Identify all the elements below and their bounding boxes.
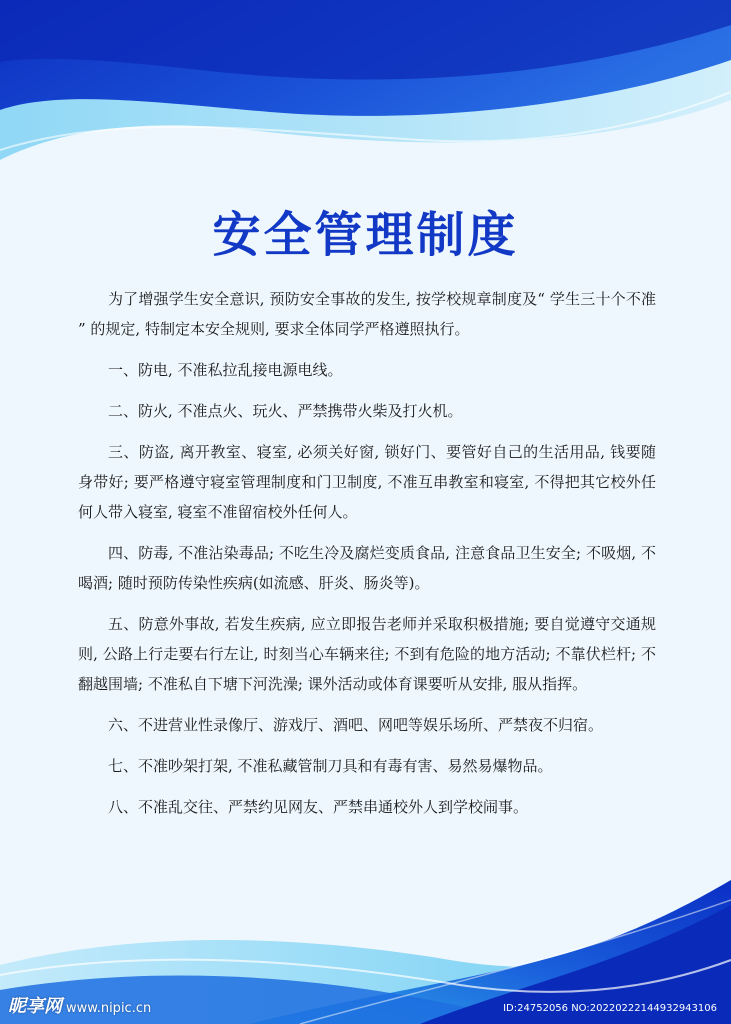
- watermark-logo-text: 昵享网: [8, 996, 62, 1017]
- intro-paragraph: 为了增强学生安全意识, 预防安全事故的发生, 按学校规章制度及“ 学生三十个不准 ” 的规定, 特制定本安全规则, 要求全体同学严格遵照执行。: [78, 290, 656, 338]
- rule-2: 二、防火, 不准点火、玩火、严禁携带火柴及打火机。: [108, 402, 463, 420]
- rule-8: 八、不准乱交往、严禁约见网友、严禁串通校外人到学校闹事。: [108, 798, 529, 816]
- page-title: 安全管理制度: [212, 207, 519, 263]
- rules-body: [78, 284, 656, 833]
- rule-7: 七、不准吵架打架, 不准私藏管制刀具和有毒有害、易然易爆物品。: [108, 757, 553, 775]
- rule-6: 六、不进营业性录像厅、游戏厅、酒吧、网吧等娱乐场所、严禁夜不归宿。: [108, 716, 604, 734]
- rule-4: 四、防毒, 不准沾染毒品; 不吃生冷及腐烂变质食品, 注意食品卫生安全; 不吸烟, 不喝酒; 随时预防传染性疾病(如流感、肝炎、肠炎等)。: [78, 544, 656, 592]
- rule-3: 三、防盗, 离开教室、寝室, 必须关好窗, 锁好门、要管好自己的生活用品, 钱要随身带好; 要严格遵守寝室管理制度和门卫制度, 不准互串教室和寝室, 不得把其它校外任何人带入寝室, 寝室不准留宿校外任何人。: [78, 443, 656, 521]
- watermark-id: ID:24752056 NO:20220222144932943106: [503, 1003, 717, 1014]
- rule-5: 五、防意外事故, 若发生疾病, 应立即报告老师并采取积极措施; 要自觉遵守交通规则, 公路上行走要右行左让, 时刻当心车辆来往; 不到有危险的地方活动; 不靠伏栏杆; 不翻越围墙; 不准私自下塘下河洗澡; 课外活动或体育课要听从安排, 服从指挥。: [78, 615, 656, 693]
- rule-1: 一、防电, 不准私拉乱接电源电线。: [108, 361, 343, 379]
- watermark-url: www.nipic.cn: [66, 1001, 152, 1016]
- watermark-logo: [8, 992, 151, 1018]
